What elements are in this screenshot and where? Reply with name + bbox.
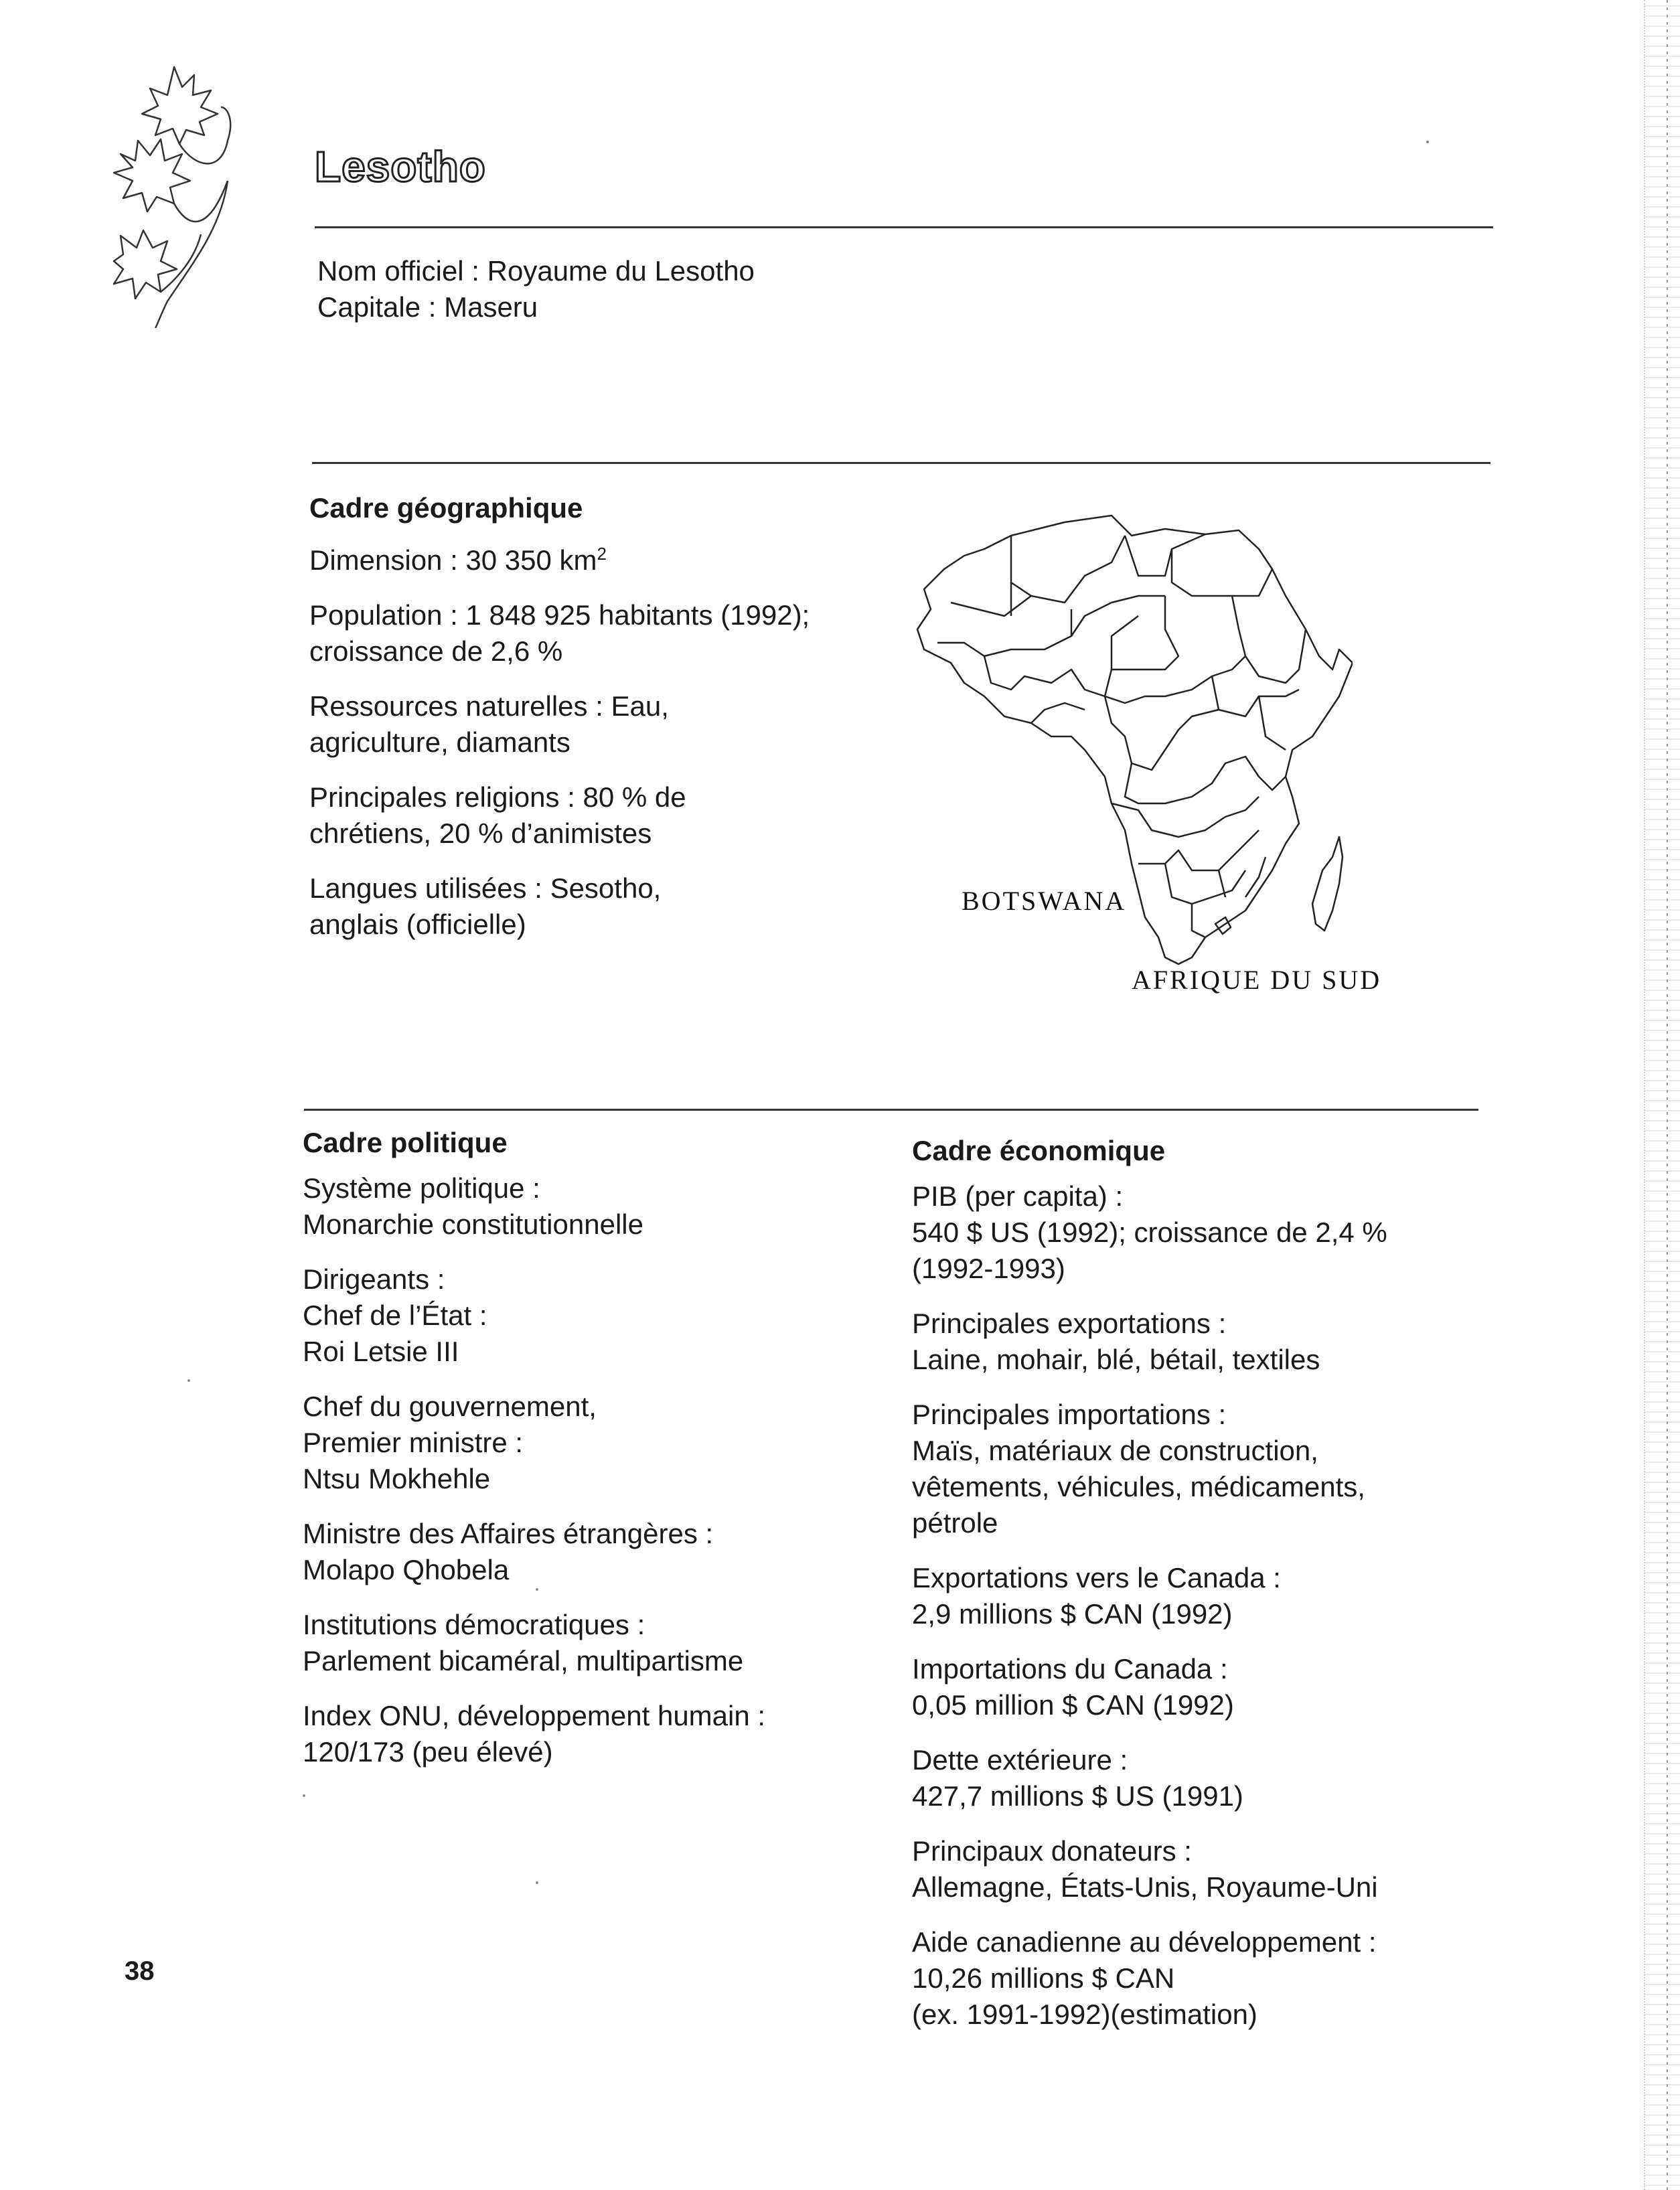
economic-item-line: 10,26 millions $ CAN	[912, 1962, 1175, 1994]
economic-item-line: Exportations vers le Canada :	[912, 1562, 1281, 1593]
economic-item	[912, 1560, 1474, 1632]
political-item-line: Ministre des Affaires étrangères :	[303, 1518, 714, 1549]
map-label-south-africa: AFRIQUE DU SUD	[1132, 965, 1382, 995]
political-item-line: Système politique :	[303, 1172, 540, 1204]
economic-item-line: vêtements, véhicules, médicaments,	[912, 1471, 1365, 1502]
political-item-line: Molapo Qhobela	[303, 1554, 510, 1585]
economic-item-line: PIB (per capita) :	[912, 1180, 1124, 1212]
section-rule-geo	[312, 462, 1491, 464]
economic-section	[912, 1133, 1474, 2051]
page-number: 38	[125, 1956, 155, 1986]
economic-item	[912, 1833, 1474, 1905]
africa-map-icon	[911, 495, 1353, 1004]
political-heading: Cadre politique	[303, 1127, 508, 1158]
title-rule	[315, 226, 1493, 228]
economic-item	[912, 1924, 1474, 2033]
geo-item-line: chrétiens, 20 % d’animistes	[309, 817, 652, 849]
economic-item	[912, 1742, 1474, 1814]
geo-item-line: Ressources naturelles : Eau,	[309, 690, 669, 722]
page-title: Lesotho	[315, 143, 486, 191]
economic-item-line: pétrole	[912, 1507, 998, 1539]
geo-item-line: Population : 1 848 925 habitants (1992);	[309, 599, 810, 631]
economic-item-line: Principaux donateurs :	[912, 1835, 1192, 1867]
economic-item-line: Principales importations :	[912, 1399, 1227, 1430]
scan-speck	[1426, 141, 1429, 143]
political-item-line: Index ONU, développement humain :	[303, 1700, 766, 1731]
geo-item	[309, 597, 858, 670]
political-item	[303, 1698, 879, 1770]
economic-item	[912, 1651, 1474, 1723]
political-item-line: Ntsu Mokhehle	[303, 1463, 491, 1494]
political-item	[303, 1607, 879, 1679]
maple-leaf-icon	[94, 60, 254, 328]
political-item	[303, 1170, 879, 1243]
geo-item	[309, 779, 858, 852]
scan-edge	[1644, 0, 1680, 2190]
economic-item-line: Laine, mohair, blé, bétail, textiles	[912, 1344, 1320, 1375]
economic-item-line: Aide canadienne au développement :	[912, 1926, 1377, 1958]
economic-item-line: Principales exportations :	[912, 1308, 1227, 1339]
economic-item-line: 2,9 millions $ CAN (1992)	[912, 1598, 1233, 1630]
economic-item	[912, 1306, 1474, 1378]
scan-edge-line	[1667, 0, 1668, 2190]
map-label-botswana: BOTSWANA	[962, 886, 1127, 916]
political-item-line: Roi Letsie III	[303, 1336, 459, 1367]
geo-item	[309, 870, 858, 943]
geo-dimension	[309, 536, 858, 578]
political-item-line: 120/173 (peu élevé)	[303, 1736, 553, 1768]
economic-item-line: 0,05 million $ CAN (1992)	[912, 1689, 1234, 1721]
political-item-line: Parlement bicaméral, multipartisme	[303, 1645, 744, 1676]
political-item-line: Premier ministre :	[303, 1427, 524, 1458]
geo-heading: Cadre géographique	[309, 492, 583, 524]
capital: Capitale : Maseru	[317, 291, 538, 323]
geo-item-line: agriculture, diamants	[309, 726, 570, 758]
economic-item-line: Maïs, matériaux de construction,	[912, 1435, 1318, 1466]
geo-item-line: Langues utilisées : Sesotho,	[309, 872, 662, 904]
economic-item-line: 540 $ US (1992); croissance de 2,4 %	[912, 1217, 1387, 1248]
geo-item	[309, 688, 858, 761]
political-item	[303, 1389, 879, 1497]
geo-items	[309, 597, 858, 943]
economic-item-line: Importations du Canada :	[912, 1653, 1228, 1685]
scan-speck	[536, 1881, 538, 1884]
economic-item-line: 427,7 millions $ US (1991)	[912, 1780, 1243, 1812]
scan-speck	[536, 1588, 538, 1591]
section-rule-political	[304, 1109, 1478, 1111]
dimension-sup: 2	[597, 544, 607, 564]
political-item-line: Dirigeants :	[303, 1263, 445, 1295]
political-section	[303, 1125, 879, 1789]
dimension-text: Dimension : 30 350 km	[309, 544, 597, 576]
economic-items	[912, 1178, 1474, 2033]
geo-section	[309, 490, 858, 961]
political-item-line: Chef du gouvernement,	[303, 1391, 597, 1422]
economic-item-line: (1992-1993)	[912, 1253, 1065, 1284]
economic-heading: Cadre économique	[912, 1135, 1166, 1166]
geo-item-line: Principales religions : 80 % de	[309, 781, 686, 813]
economic-item-line: Allemagne, États-Unis, Royaume-Uni	[912, 1871, 1378, 1903]
geo-item-line: croissance de 2,6 %	[309, 635, 563, 667]
economic-item-line: Dette extérieure :	[912, 1744, 1128, 1776]
political-item-line: Institutions démocratiques :	[303, 1609, 645, 1640]
political-item-line: Chef de l’État :	[303, 1300, 487, 1331]
political-item	[303, 1261, 879, 1370]
economic-item-line: (ex. 1991-1992)(estimation)	[912, 1999, 1257, 2030]
political-item-line: Monarchie constitutionnelle	[303, 1208, 643, 1240]
official-name: Nom officiel : Royaume du Lesotho	[317, 255, 755, 287]
geo-item-line: anglais (officielle)	[309, 909, 526, 940]
political-item	[303, 1516, 879, 1588]
scan-speck	[187, 1379, 190, 1382]
economic-item	[912, 1178, 1474, 1287]
economic-item	[912, 1397, 1474, 1541]
political-items	[303, 1170, 879, 1770]
scan-speck	[303, 1794, 305, 1797]
